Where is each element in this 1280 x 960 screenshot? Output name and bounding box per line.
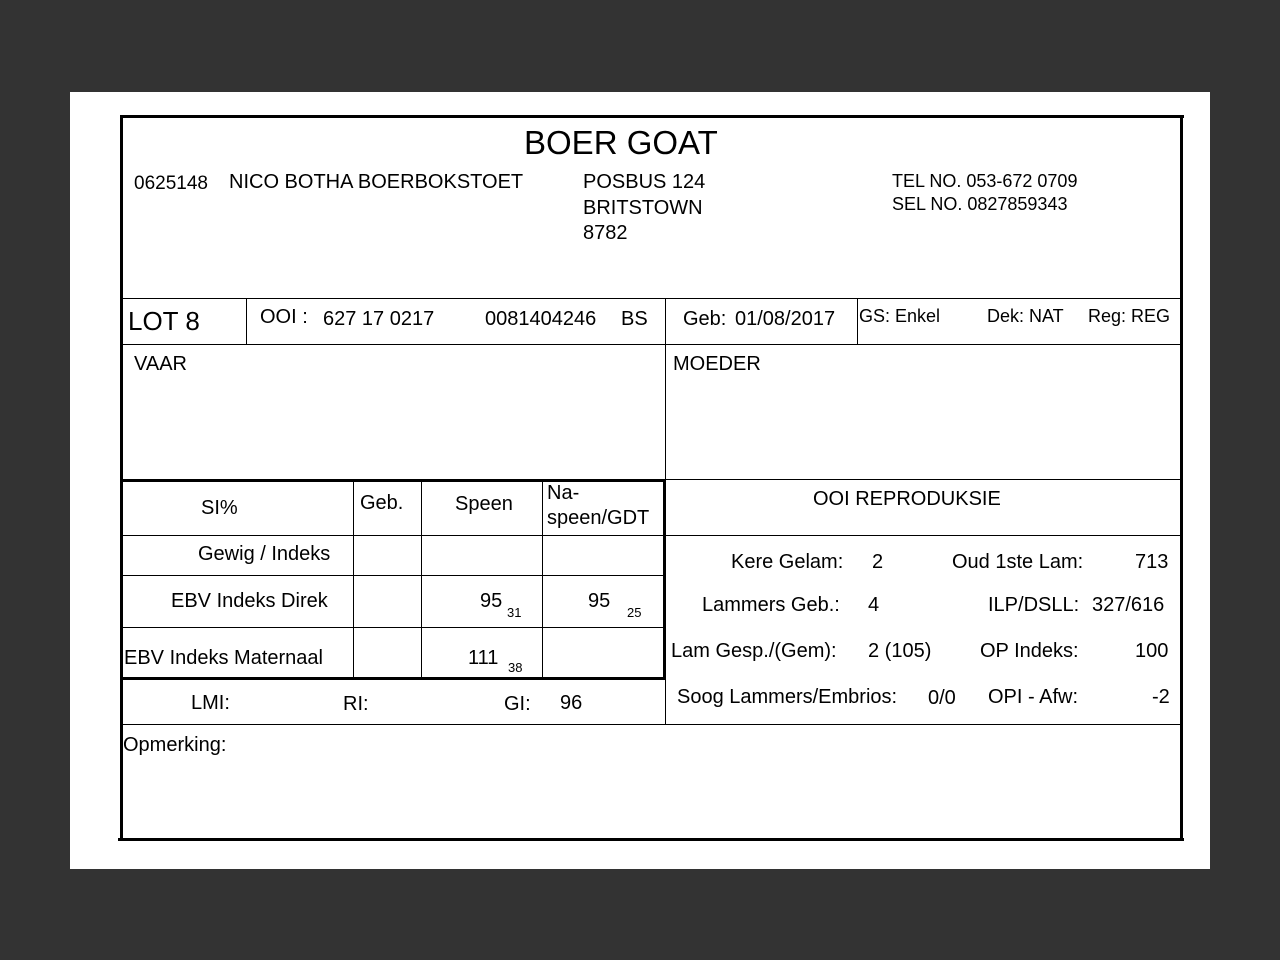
breeder-address-2: BRITSTOWN: [583, 197, 703, 219]
direk-speen-value: 95: [480, 590, 503, 612]
lam-gesp-label: Lam Gesp./(Gem):: [671, 640, 837, 662]
dek-value: Dek: NAT: [987, 306, 1064, 326]
card-border-top: [120, 115, 1184, 118]
row-gewig-label: Gewig / Indeks: [198, 543, 331, 565]
lam-gesp-value: 2 (105): [868, 640, 932, 662]
header-speen: Speen: [455, 493, 513, 515]
lammers-label: Lammers Geb.:: [702, 594, 840, 616]
oud-value: 713: [1135, 551, 1169, 573]
breeder-address-3: 8782: [583, 222, 628, 244]
direk-naspeen-value: 95: [588, 590, 611, 612]
lot-number: LOT 8: [128, 306, 200, 336]
header-si: SI%: [201, 497, 238, 519]
direk-speen-sub: 31: [507, 605, 522, 620]
divider-table-bottom: [122, 677, 666, 680]
breeder-tel: TEL NO. 053-672 0709: [892, 171, 1078, 191]
breeder-sel: SEL NO. 0827859343: [892, 194, 1068, 214]
card-border-left: [120, 115, 123, 839]
ilp-label: ILP/DSLL:: [988, 594, 1080, 616]
breeder-name: NICO BOTHA BOERBOKSTOET: [229, 171, 524, 193]
card-border-bottom: [118, 838, 1184, 841]
divider-lot-v: [246, 298, 247, 344]
geb-label: Geb:: [683, 308, 727, 330]
kere-gelam-value: 2: [872, 551, 884, 573]
gi-value: 96: [560, 692, 583, 714]
kere-gelam-label: Kere Gelam:: [731, 551, 844, 573]
lot-card-paper: [70, 92, 1210, 869]
lammers-value: 4: [868, 594, 880, 616]
reg-number: 0081404246: [485, 308, 597, 330]
reproduction-title: OOI REPRODUKSIE: [813, 488, 1001, 510]
bs-label: BS: [621, 308, 648, 330]
maternaal-speen-value: 111: [468, 647, 499, 669]
divider-table-row2: [122, 627, 666, 628]
vaar-label: VAAR: [134, 353, 187, 375]
ooi-label: OOI :: [260, 306, 308, 328]
divider-table-header: [122, 535, 1180, 536]
divider-table-row1: [122, 575, 666, 576]
divider-gs-v: [857, 298, 858, 344]
header-naspeen-2: speen/GDT: [547, 507, 650, 529]
geb-date: 01/08/2017: [735, 308, 836, 330]
divider-lot: [122, 344, 1180, 345]
oud-label: Oud 1ste Lam:: [952, 551, 1084, 573]
lmi-label: LMI:: [191, 692, 230, 714]
op-label: OP Indeks:: [980, 640, 1079, 662]
breeder-address-1: POSBUS 124: [583, 171, 706, 193]
header-geb: Geb.: [360, 492, 404, 514]
divider-index: [122, 724, 1180, 725]
maternaal-speen-sub: 38: [508, 660, 523, 675]
divider-table-si: [353, 481, 354, 679]
opi-label: OPI - Afw:: [988, 686, 1079, 708]
opmerking-label: Opmerking:: [123, 734, 227, 756]
reg-value: Reg: REG: [1088, 306, 1171, 326]
gi-label: GI:: [504, 693, 531, 715]
soog-value: 0/0: [928, 687, 956, 709]
ilp-value: 327/616: [1092, 594, 1165, 616]
divider-table-right: [663, 481, 666, 679]
gs-value: GS: Enkel: [859, 306, 941, 326]
divider-parents: [122, 479, 666, 482]
row-maternaal-label: EBV Indeks Maternaal: [124, 647, 323, 669]
divider-header: [122, 298, 1180, 299]
divider-table-speen: [542, 481, 543, 679]
header-naspeen-1: Na-: [547, 482, 580, 504]
breeder-id: 0625148: [134, 173, 208, 194]
card-border-right: [1180, 115, 1183, 839]
direk-naspeen-sub: 25: [627, 605, 642, 620]
soog-label: Soog Lammers/Embrios:: [677, 686, 898, 708]
ri-label: RI:: [343, 693, 369, 715]
card-title: BOER GOAT: [524, 124, 718, 161]
divider-parents-right: [666, 479, 1180, 480]
row-direk-label: EBV Indeks Direk: [171, 590, 328, 612]
moeder-label: MOEDER: [673, 353, 761, 375]
opi-value: -2: [1152, 686, 1170, 708]
ooi-number: 627 17 0217: [323, 308, 435, 330]
divider-table-geb: [421, 481, 422, 679]
op-value: 100: [1135, 640, 1169, 662]
